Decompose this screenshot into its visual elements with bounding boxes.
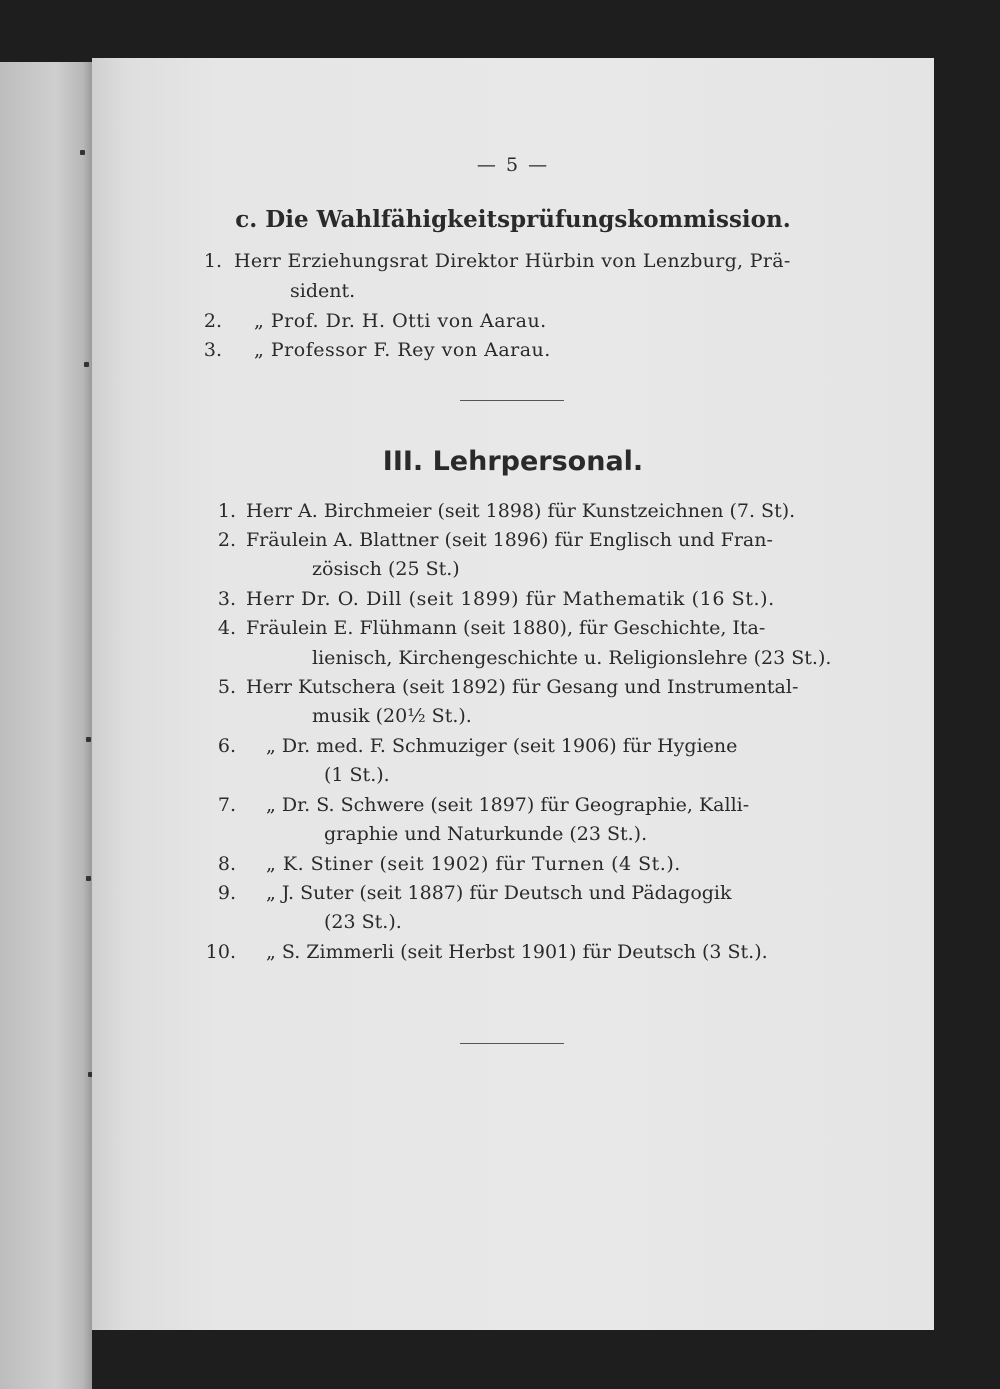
speck	[80, 150, 85, 155]
staff-entry-line: „ S. Zimmerli (seit Herbst 1901) für Deutsch (3 St.).	[266, 941, 768, 963]
commission-entry-line: „ Professor F. Rey von Aarau.	[254, 339, 551, 361]
staff-entry-line: „ K. Stiner (seit 1902) für Turnen (4 St.).	[266, 853, 681, 875]
staff-entry-line: (23 St.).	[324, 911, 402, 933]
section-divider	[460, 400, 564, 401]
staff-entry-number: 7.	[217, 794, 236, 816]
commission-entry-number: 3.	[203, 339, 222, 361]
staff-entry-number: 10.	[205, 941, 236, 963]
page-number: — 5 —	[476, 154, 550, 176]
speck	[84, 362, 89, 367]
staff-heading: III. Lehrpersonal.	[382, 446, 644, 477]
commission-entry-number: 1.	[203, 250, 222, 272]
staff-entry-number: 9.	[217, 882, 236, 904]
commission-entry-line: „ Prof. Dr. H. Otti von Aarau.	[254, 310, 547, 332]
speck	[86, 737, 91, 742]
staff-entry-line: Herr A. Birchmeier (seit 1898) für Kunstzeichnen (7. St).	[246, 500, 796, 522]
staff-entry-number: 8.	[217, 853, 236, 875]
staff-entry-number: 3.	[217, 588, 236, 610]
commission-entry-line: Herr Erziehungsrat Direktor Hürbin von Lenzburg, Prä-	[234, 250, 791, 272]
staff-entry-line: Herr Dr. O. Dill (seit 1899) für Mathematik (16 St.).	[246, 588, 775, 610]
staff-entry-line: (1 St.).	[324, 764, 390, 786]
speck	[86, 876, 91, 881]
staff-entry-line: Fräulein E. Flühmann (seit 1880), für Geschichte, Ita-	[246, 617, 766, 639]
section-divider	[460, 1043, 564, 1044]
staff-entry-line: graphie und Naturkunde (23 St.).	[324, 823, 648, 845]
staff-entry-number: 5.	[217, 676, 236, 698]
commission-heading: c. Die Wahlfähigkeitsprüfungskommission.	[235, 206, 791, 233]
staff-entry-line: Herr Kutschera (seit 1892) für Gesang und Instrumental-	[246, 676, 799, 698]
commission-entry-number: 2.	[203, 310, 222, 332]
staff-entry-line: „ J. Suter (seit 1887) für Deutsch und Pädagogik	[266, 882, 732, 904]
staff-entry-number: 6.	[217, 735, 236, 757]
staff-entry-number: 2.	[217, 529, 236, 551]
staff-entry-line: „ Dr. S. Schwere (seit 1897) für Geographie, Kalli-	[266, 794, 750, 816]
staff-entry-line: lienisch, Kirchengeschichte u. Religionslehre (23 St.).	[312, 647, 832, 669]
adjacent-page-edge	[0, 62, 92, 1389]
document-page	[92, 58, 934, 1330]
staff-entry-line: musik (20½ St.).	[312, 705, 472, 727]
staff-entry-number: 4.	[217, 617, 236, 639]
staff-entry-line: „ Dr. med. F. Schmuziger (seit 1906) für Hygiene	[266, 735, 738, 757]
staff-entry-line: zösisch (25 St.)	[312, 558, 460, 580]
staff-entry-number: 1.	[217, 500, 236, 522]
commission-entry-line: sident.	[290, 280, 356, 302]
staff-entry-line: Fräulein A. Blattner (seit 1896) für Englisch und Fran-	[246, 529, 773, 551]
